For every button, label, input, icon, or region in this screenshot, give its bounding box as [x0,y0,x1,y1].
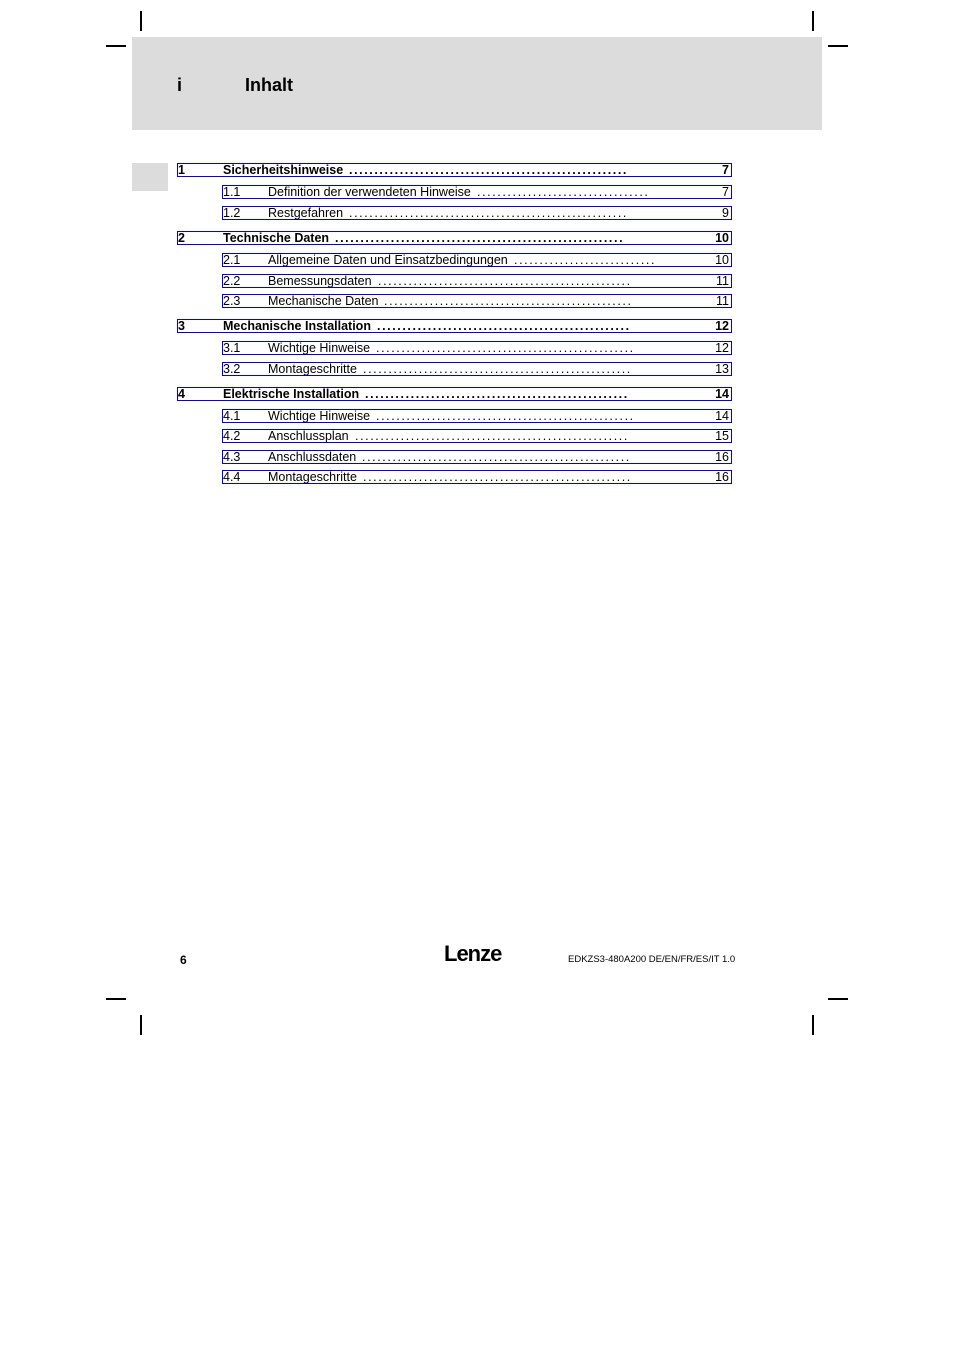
crop-mark [828,998,848,1000]
toc-entry-title: Wichtige Hinweise [268,409,371,423]
toc-leader-dots: ...................................................... [355,430,629,442]
toc-entry-title: Anschlussdaten [268,450,357,464]
toc-entry-page: 11 [716,274,729,288]
crop-mark [812,11,814,31]
toc-entry-title: Bemessungsdaten [268,274,372,288]
toc-entry-page: 10 [715,231,729,245]
toc-entry-number: 1.1 [223,185,241,199]
toc-entry-page: 16 [715,470,729,484]
toc-entry-title: Mechanische Daten [268,294,379,308]
toc-entry-number: 1 [178,163,185,177]
toc-entry-title: Restgefahren [268,206,344,220]
crop-mark [812,1015,814,1035]
toc-entry-page: 16 [715,450,729,464]
toc-entry-title: Elektrische Installation [223,387,360,401]
toc-leader-dots: ..................................................... [362,451,631,463]
toc-leader-dots: ....................................................... [349,164,629,176]
toc-section-link[interactable] [222,341,732,355]
toc-leader-dots: ................................................... [376,410,635,422]
toc-entry-number: 4 [178,387,185,401]
toc-chapter-link[interactable] [177,387,732,401]
toc-entry-title: Anschlussplan [268,429,349,443]
header-band [132,37,822,130]
toc-leader-dots: .................................. [477,186,650,198]
toc-entry-number: 4.3 [223,450,241,464]
toc-section-link[interactable] [222,274,732,288]
toc-entry-number: 4.2 [223,429,241,443]
toc-entry-page: 15 [715,429,729,443]
toc-entry-title: Wichtige Hinweise [268,341,371,355]
toc-chapter-link[interactable] [177,231,732,245]
toc-leader-dots: ..................................................... [363,471,632,483]
toc-entry-page: 14 [715,409,729,423]
toc-entry-number: 1.2 [223,206,241,220]
toc-section-link[interactable] [222,409,732,423]
crop-mark [140,11,142,31]
toc-leader-dots: ......................................................... [335,232,625,244]
toc-leader-dots: ................................................. [384,295,633,307]
crop-mark [106,45,126,47]
toc-entry-page: 10 [715,253,729,267]
crop-mark [140,1015,142,1035]
toc-section-link[interactable] [222,294,732,308]
crop-mark [106,998,126,1000]
toc-entry-title: Technische Daten [223,231,330,245]
toc-entry-number: 2 [178,231,185,245]
toc-leader-dots: ................................................... [376,342,635,354]
toc-entry-title: Montageschritte [268,470,357,484]
toc-entry-page: 14 [715,387,729,401]
toc-entry-number: 2.2 [223,274,241,288]
crop-mark [828,45,848,47]
toc-section-link[interactable] [222,450,732,464]
page-number: 6 [180,953,187,967]
toc-entry-title: Montageschritte [268,362,357,376]
toc-leader-dots: ....................................................... [349,207,629,219]
toc-entry-page: 7 [722,163,729,177]
toc-section-link[interactable] [222,206,732,220]
toc-entry-page: 9 [722,206,729,220]
toc-entry-number: 3.1 [223,341,241,355]
toc-entry-number: 3.2 [223,362,241,376]
lenze-logo: Lenze [444,941,502,966]
toc-leader-dots: .................................................. [378,275,632,287]
info-symbol: i [177,75,183,95]
side-tab-marker [132,163,168,191]
toc-chapter-link[interactable] [177,163,732,177]
toc-section-link[interactable] [222,185,732,199]
toc-entry-number: 2.3 [223,294,241,308]
toc-section-link[interactable] [222,253,732,267]
toc-section-link[interactable] [222,470,732,484]
toc-chapter-link[interactable] [177,319,732,333]
toc-leader-dots: .................................................... [365,388,629,400]
toc-entry-title: Definition der verwendeten Hinweise [268,185,471,199]
toc-section-link[interactable] [222,362,732,376]
toc-entry-title: Mechanische Installation [223,319,371,333]
toc-entry-page: 7 [722,185,729,199]
toc-entry-title: Sicherheitshinweise [223,163,344,177]
toc-leader-dots: ............................ [514,254,657,266]
toc-entry-number: 2.1 [223,253,241,267]
toc-entry-title: Allgemeine Daten und Einsatzbedingungen [268,253,508,267]
page-title: Inhalt [245,75,293,95]
toc-leader-dots: .................................................. [377,320,631,332]
toc-entry-number: 3 [178,319,185,333]
toc-leader-dots: ..................................................... [363,363,632,375]
toc-entry-page: 12 [715,341,729,355]
toc-entry-number: 4.1 [223,409,241,423]
toc-entry-page: 11 [716,294,729,308]
toc-entry-number: 4.4 [223,470,241,484]
toc-entry-page: 12 [715,319,729,333]
toc-entry-page: 13 [715,362,729,376]
toc-section-link[interactable] [222,429,732,443]
document-id: EDKZS3-480A200 DE/EN/FR/ES/IT 1.0 [568,954,736,965]
